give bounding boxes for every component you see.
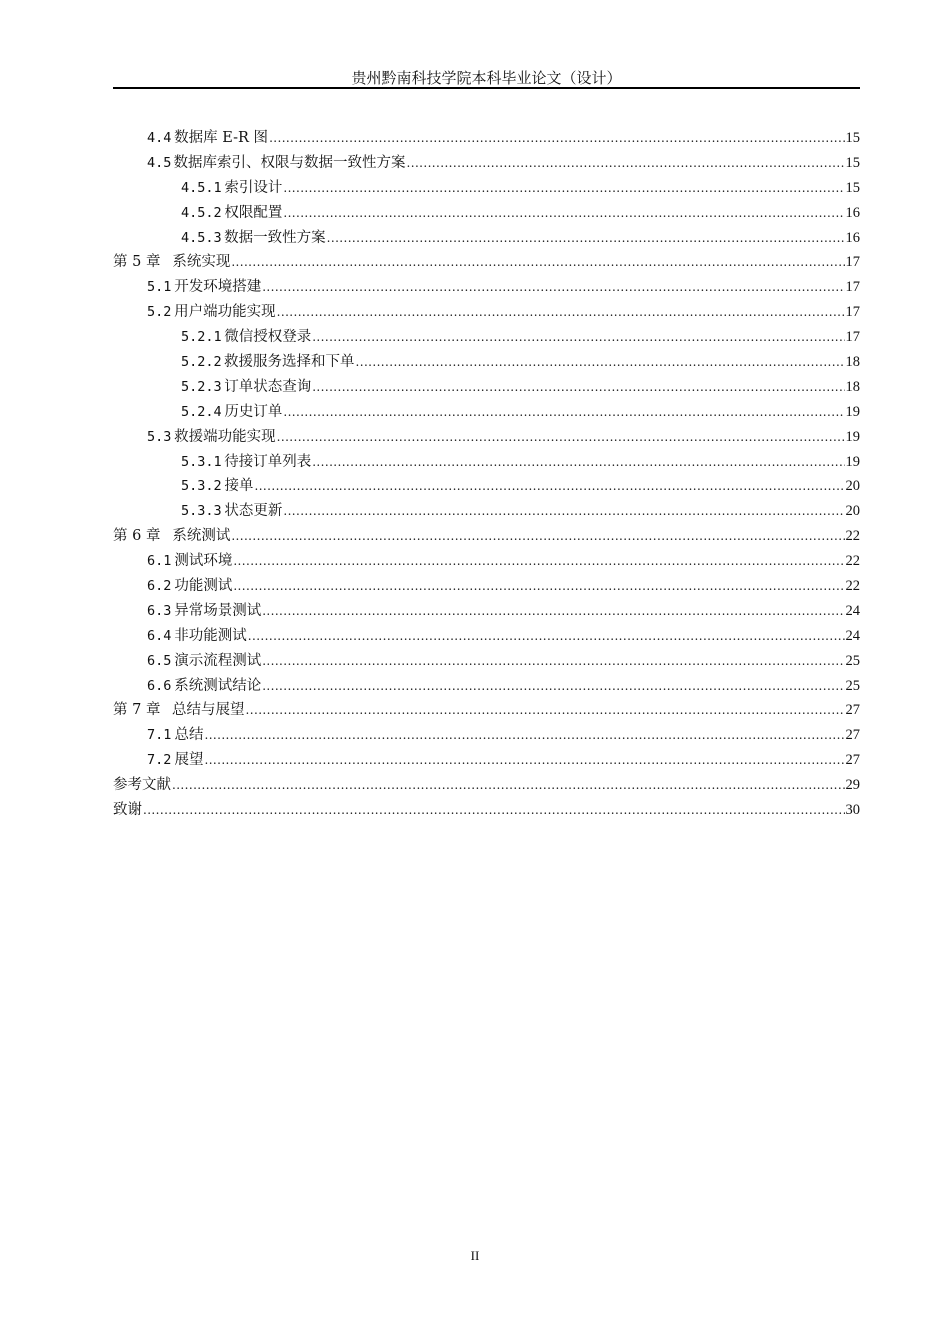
toc-entry-number: 6.1 — [147, 553, 172, 570]
toc-entry-page: 25 — [845, 652, 860, 669]
toc-entry-title: 开发环境搭建 — [174, 279, 262, 296]
toc-dot-leader — [231, 250, 844, 275]
toc-dot-leader — [283, 499, 844, 524]
toc-entry-title: 用户端功能实现 — [174, 304, 276, 321]
toc-entry[interactable] — [113, 226, 860, 251]
toc-dot-leader — [248, 624, 845, 649]
toc-entry-number: 4.5.1 — [181, 179, 222, 196]
toc-entry-number: 5.2.1 — [181, 329, 222, 346]
toc-entry-title: 总结与展望 — [172, 702, 245, 719]
toc-entry-title: 系统实现 — [172, 254, 231, 271]
toc-entry-number: 第 7 章 — [113, 702, 161, 719]
toc-entry-title: 系统测试结论 — [174, 677, 262, 694]
header-divider — [113, 87, 860, 89]
toc-dot-leader — [231, 524, 844, 549]
toc-entry-page: 17 — [845, 329, 860, 346]
toc-dot-leader — [262, 599, 844, 624]
toc-dot-leader — [283, 201, 844, 226]
toc-entry-number: 6.5 — [147, 652, 172, 669]
toc-entry-page: 22 — [845, 528, 860, 545]
toc-entry[interactable] — [113, 549, 860, 574]
toc-entry-page: 19 — [845, 453, 860, 470]
toc-entry-page: 19 — [845, 403, 860, 420]
toc-dot-leader — [356, 350, 845, 375]
toc-entry-number: 4.5.2 — [181, 204, 222, 221]
toc-entry-number: 5.2 — [147, 304, 172, 321]
toc-dot-leader — [277, 300, 845, 325]
toc-dot-leader — [312, 325, 844, 350]
toc-entry-number: 第 6 章 — [113, 528, 161, 545]
toc-entry[interactable] — [113, 126, 860, 151]
footer-page-number: II — [470, 1248, 480, 1263]
toc-dot-leader — [312, 450, 844, 475]
toc-entry-number: 7.1 — [147, 727, 172, 744]
toc-entry-page: 25 — [845, 677, 860, 694]
toc-entry[interactable] — [113, 674, 860, 699]
toc-entry-number: 5.3.3 — [181, 503, 222, 520]
toc-dot-leader — [255, 474, 845, 499]
toc-entry-page: 24 — [845, 627, 860, 644]
toc-dot-leader — [204, 748, 844, 773]
toc-entry[interactable] — [113, 798, 860, 823]
toc-entry-page: 17 — [845, 279, 860, 296]
toc-entry-title: 异常场景测试 — [174, 602, 262, 619]
toc-entry[interactable] — [113, 400, 860, 425]
toc-entry[interactable] — [113, 201, 860, 226]
toc-entry-title: 演示流程测试 — [174, 652, 262, 669]
toc-entry[interactable] — [113, 275, 860, 300]
toc-dot-leader — [233, 549, 844, 574]
toc-dot-leader — [407, 151, 845, 176]
toc-entry[interactable] — [113, 250, 860, 275]
toc-dot-leader — [262, 674, 844, 699]
toc-entry-title: 测试环境 — [174, 553, 233, 570]
toc-entry[interactable] — [113, 599, 860, 624]
toc-entry-page: 30 — [845, 802, 860, 819]
toc-entry-page: 15 — [845, 154, 860, 171]
toc-entry-page: 27 — [845, 727, 860, 744]
toc-entry[interactable] — [113, 524, 860, 549]
toc-entry-number: 5.2.3 — [181, 378, 222, 395]
toc-entry-number: 5.3.1 — [181, 453, 222, 470]
toc-dot-leader — [269, 126, 844, 151]
toc-entry-title: 状态更新 — [224, 503, 283, 520]
toc-entry-number: 6.4 — [147, 627, 172, 644]
toc-entry[interactable] — [113, 624, 860, 649]
toc-entry-page: 18 — [845, 378, 860, 395]
toc-entry[interactable] — [113, 300, 860, 325]
toc-entry[interactable] — [113, 151, 860, 176]
toc-entry-number: 第 5 章 — [113, 254, 161, 271]
toc-entry-title: 救援端功能实现 — [174, 428, 276, 445]
toc-entry-title: 总结 — [174, 727, 204, 744]
toc-entry-title: 参考文献 — [113, 777, 171, 794]
toc-entry[interactable] — [113, 574, 860, 599]
toc-entry-page: 20 — [845, 478, 860, 495]
toc-dot-leader — [233, 574, 844, 599]
toc-entry[interactable] — [113, 499, 860, 524]
toc-entry-title: 系统测试 — [172, 528, 231, 545]
toc-entry-title: 数据库索引、权限与数据一致性方案 — [173, 154, 406, 171]
toc-entry-page: 22 — [845, 578, 860, 595]
toc-entry[interactable] — [113, 698, 860, 723]
toc-entry[interactable] — [113, 723, 860, 748]
toc-entry-page: 29 — [845, 777, 860, 794]
toc-entry-page: 22 — [845, 553, 860, 570]
toc-entry-page: 20 — [845, 503, 860, 520]
toc-entry-title: 数据一致性方案 — [224, 229, 326, 246]
toc-dot-leader — [262, 275, 844, 300]
toc-entry-title: 数据库 E-R 图 — [174, 130, 269, 146]
toc-entry-title: 微信授权登录 — [224, 329, 312, 346]
toc-dot-leader — [283, 176, 844, 201]
toc-entry-number: 4.5.3 — [181, 229, 222, 246]
toc-entry-page: 17 — [845, 254, 860, 271]
toc-entry-number: 5.2.2 — [181, 354, 222, 371]
toc-dot-leader — [277, 425, 845, 450]
table-of-contents — [113, 126, 860, 823]
page-header-title: 贵州黔南科技学院本科毕业论文（设计） — [351, 69, 622, 87]
toc-entry-number: 5.3.2 — [181, 478, 222, 495]
toc-entry[interactable] — [113, 375, 860, 400]
toc-entry-title: 非功能测试 — [174, 627, 247, 644]
toc-entry[interactable] — [113, 325, 860, 350]
toc-entry[interactable] — [113, 748, 860, 773]
toc-entry-page: 15 — [845, 179, 860, 196]
toc-entry-page: 24 — [845, 602, 860, 619]
toc-entry[interactable] — [113, 450, 860, 475]
toc-entry-page: 27 — [845, 752, 860, 769]
toc-dot-leader — [172, 773, 845, 798]
toc-dot-leader — [204, 723, 844, 748]
toc-entry-page: 16 — [845, 229, 860, 246]
toc-entry-number: 5.2.4 — [181, 403, 222, 420]
toc-dot-leader — [246, 698, 845, 723]
toc-entry-page: 17 — [845, 304, 860, 321]
toc-entry-title: 功能测试 — [174, 578, 233, 595]
toc-entry-number: 4.5 — [147, 154, 172, 171]
toc-entry[interactable] — [113, 649, 860, 674]
toc-entry-number: 6.6 — [147, 677, 172, 694]
toc-entry[interactable] — [113, 176, 860, 201]
toc-entry-title: 展望 — [174, 752, 204, 769]
toc-dot-leader — [262, 649, 844, 674]
toc-entry-title: 权限配置 — [224, 204, 283, 221]
toc-entry-title: 索引设计 — [224, 179, 283, 196]
toc-entry-page: 15 — [845, 130, 860, 146]
toc-entry-title: 致谢 — [113, 802, 142, 819]
toc-entry-number: 6.3 — [147, 602, 172, 619]
toc-entry-page: 27 — [845, 702, 860, 719]
toc-entry-title: 救援服务选择和下单 — [224, 354, 355, 371]
toc-entry-page: 19 — [845, 428, 860, 445]
toc-entry[interactable] — [113, 425, 860, 450]
toc-entry[interactable] — [113, 350, 860, 375]
toc-entry-title: 订单状态查询 — [224, 378, 312, 395]
toc-entry[interactable] — [113, 773, 860, 798]
toc-entry-title: 历史订单 — [224, 403, 283, 420]
toc-entry-number: 5.1 — [147, 279, 172, 296]
toc-entry-number: 6.2 — [147, 578, 172, 595]
toc-entry-number: 5.3 — [147, 428, 172, 445]
toc-dot-leader — [143, 798, 845, 823]
toc-entry-page: 16 — [845, 204, 860, 221]
toc-entry-page: 18 — [845, 354, 860, 371]
toc-dot-leader — [312, 375, 844, 400]
toc-dot-leader — [283, 400, 844, 425]
toc-entry-title: 接单 — [224, 478, 254, 495]
toc-entry-title: 待接订单列表 — [224, 453, 312, 470]
toc-entry-number: 7.2 — [147, 752, 172, 769]
toc-entry[interactable] — [113, 474, 860, 499]
toc-entry-number: 4.4 — [147, 130, 172, 146]
toc-dot-leader — [327, 226, 845, 251]
